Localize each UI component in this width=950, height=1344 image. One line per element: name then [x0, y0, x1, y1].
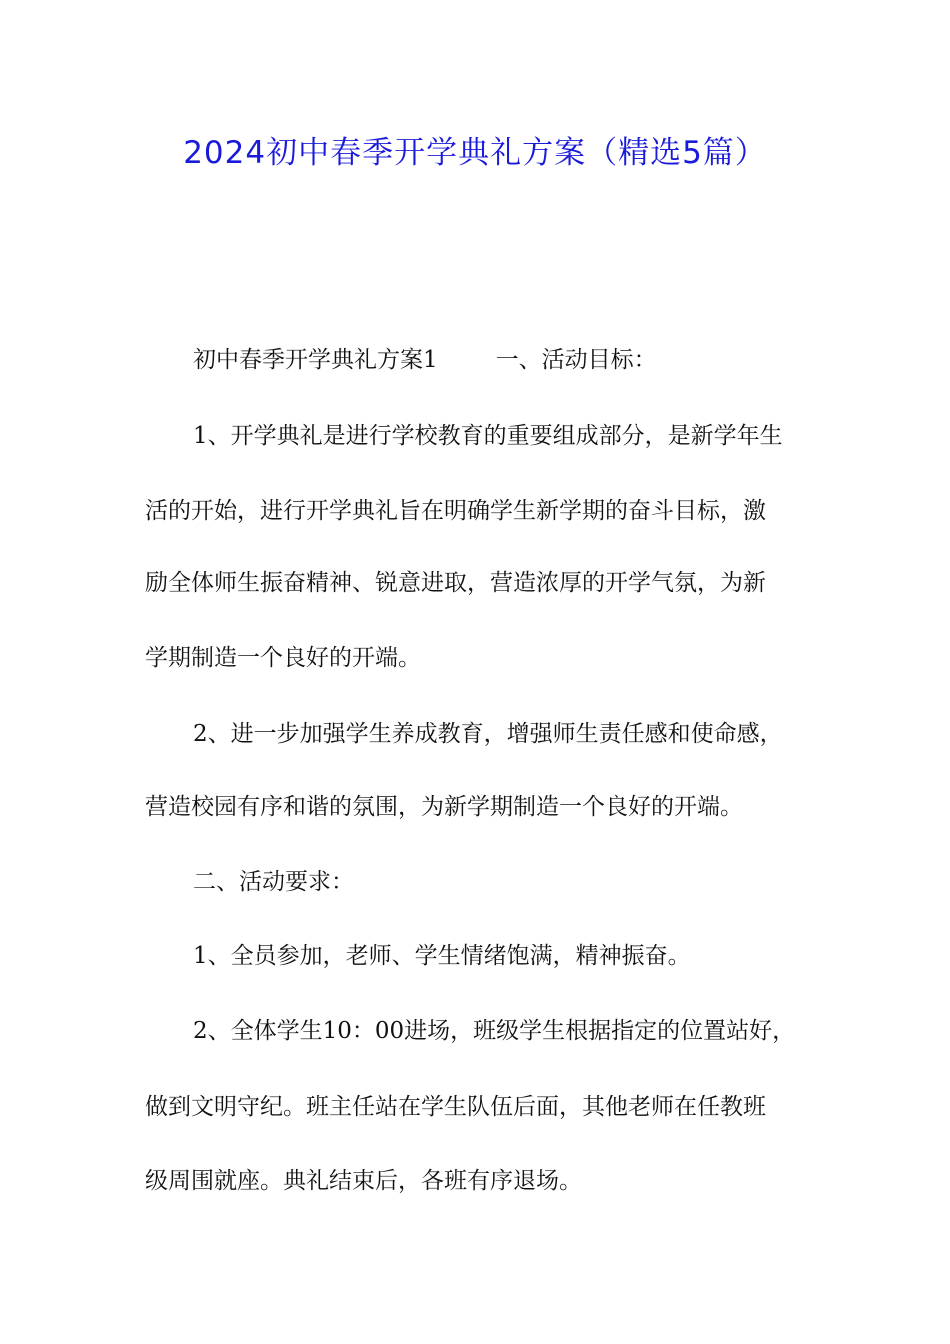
paragraph-line: 级周围就座。典礼结束后，各班有序退场。 [145, 1168, 582, 1194]
paragraph-line: 活的开始，进行开学典礼旨在明确学生新学期的奋斗目标，激 [145, 498, 766, 524]
subheading-goals: 一、活动目标： [495, 347, 657, 373]
paragraph-line: 2、全体学生10：00进场，班级学生根据指定的位置站好， [193, 1018, 796, 1044]
document-title: 2024初中春季开学典礼方案（精选5篇） [183, 135, 767, 171]
paragraph-line: 营造校园有序和谐的氛围，为新学期制造一个良好的开端。 [145, 794, 743, 820]
paragraph-line: 学期制造一个良好的开端。 [145, 645, 421, 671]
paragraph-line: 1、全员参加，老师、学生情绪饱满，精神振奋。 [193, 943, 691, 969]
paragraph-line: 1、开学典礼是进行学校教育的重要组成部分，是新学年生 [193, 423, 783, 449]
paragraph-line: 励全体师生振奋精神、锐意进取，营造浓厚的开学气氛，为新 [145, 570, 766, 596]
subheading-requirements: 二、活动要求： [193, 869, 354, 895]
paragraph-line: 2、进一步加强学生养成教育，增强师生责任感和使命感， [193, 721, 783, 747]
heading-line [193, 345, 865, 375]
paragraph-line: 做到文明守纪。班主任站在学生队伍后面，其他老师在任教班 [145, 1094, 766, 1120]
section-name: 初中春季开学典礼方案1 [193, 347, 438, 373]
